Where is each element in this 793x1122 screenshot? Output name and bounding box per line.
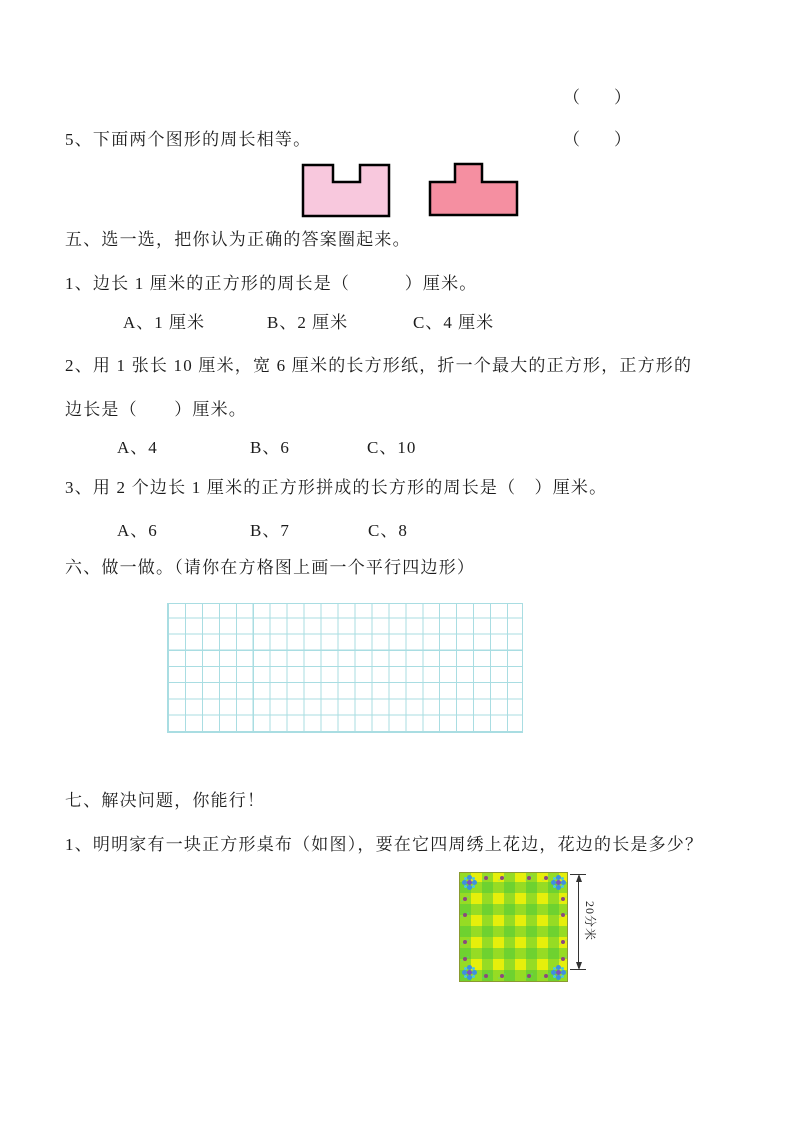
edge-dot-icon [544, 974, 548, 978]
perimeter-shapes-figure [300, 158, 520, 220]
dimension-label: 20分米 [583, 901, 597, 942]
edge-dot-icon [463, 897, 467, 901]
edge-dot-icon [463, 957, 467, 961]
s5-q3-option-a: A、6 [117, 521, 158, 540]
notched-rectangle-shape [303, 165, 389, 216]
drawing-grid [167, 603, 523, 733]
edge-dot-icon [561, 940, 565, 944]
edge-dot-icon [463, 913, 467, 917]
edge-dot-icon [561, 897, 565, 901]
edge-dot-icon [561, 913, 565, 917]
section-6-title: 六、做一做。（请你在方格图上画一个平行四边形） [65, 558, 476, 577]
edge-dot-icon [484, 876, 488, 880]
arrow-down-icon [576, 962, 582, 970]
s5-q3-option-c: C、8 [368, 521, 408, 540]
edge-dot-icon [544, 876, 548, 880]
edge-dot-icon [500, 974, 504, 978]
section-7-title: 七、解决问题，你能行！ [65, 791, 266, 810]
s5-q2-text-line1: 2、用 1 张长 10 厘米，宽 6 厘米的长方形纸，折一个最大的正方形，正方形的 [65, 356, 693, 375]
edge-dot-icon [500, 876, 504, 880]
s5-q1-option-c: C、4 厘米 [413, 313, 495, 332]
s5-q1-text: 1、边长 1 厘米的正方形的周长是（ ）厘米。 [65, 274, 478, 293]
section-5-title: 五、选一选，把你认为正确的答案圈起来。 [65, 230, 411, 249]
question-5-answer-blank: （ ） [563, 130, 631, 149]
t-shape-rectangle-shape [430, 164, 517, 215]
dimension-line [578, 876, 579, 968]
tablecloth-figure [459, 872, 568, 982]
question-5-text: 5、下面两个图形的周长相等。 [65, 130, 312, 149]
s5-q2-option-b: B、6 [250, 438, 290, 457]
corner-flower-icon [556, 880, 561, 885]
s5-q2-text-line2: 边长是（ ）厘米。 [65, 400, 247, 419]
edge-dot-icon [527, 876, 531, 880]
edge-dot-icon [463, 940, 467, 944]
edge-dot-icon [527, 974, 531, 978]
s5-q2-option-c: C、10 [367, 438, 417, 457]
answer-blank-top: （ ） [563, 88, 631, 107]
edge-dot-icon [484, 974, 488, 978]
s5-q3-option-b: B、7 [250, 521, 290, 540]
s7-q1-text: 1、明明家有一块正方形桌布（如图），要在它四周绣上花边，花边的长是多少？ [65, 835, 704, 854]
corner-flower-icon [556, 970, 561, 975]
s5-q3-text: 3、用 2 个边长 1 厘米的正方形拼成的长方形的周长是（ ）厘米。 [65, 478, 608, 497]
s5-q1-option-b: B、2 厘米 [267, 313, 349, 332]
corner-flower-icon [467, 880, 472, 885]
s5-q1-option-a: A、1 厘米 [123, 313, 206, 332]
s5-q2-option-a: A、4 [117, 438, 158, 457]
arrow-up-icon [576, 874, 582, 882]
corner-flower-icon [467, 970, 472, 975]
edge-dot-icon [561, 957, 565, 961]
